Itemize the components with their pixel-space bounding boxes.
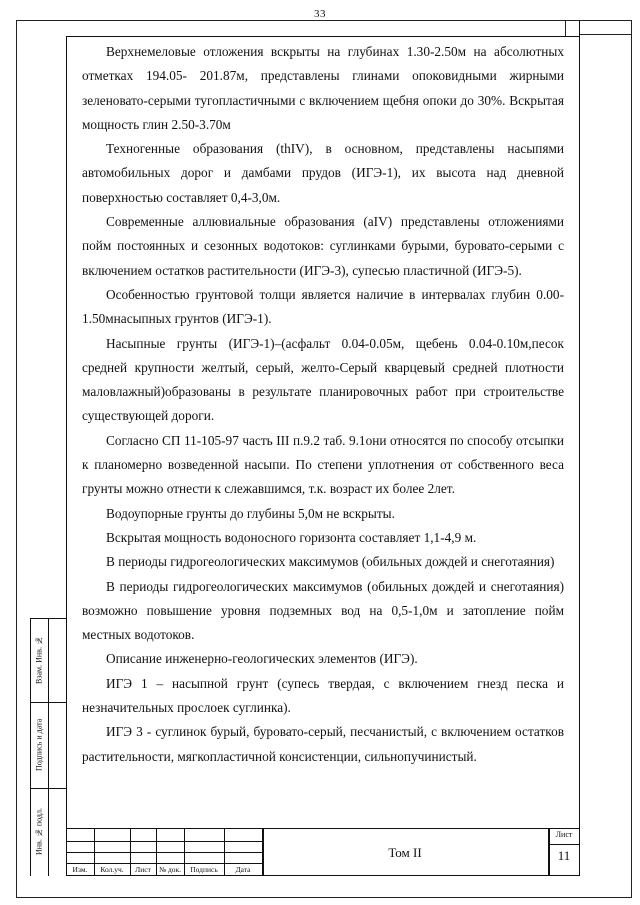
binding-stamp [30, 618, 66, 876]
volume-title: Том II [388, 845, 422, 860]
column-date: Дата [235, 865, 251, 874]
frame-edge [580, 34, 632, 35]
paragraph: Согласно СП 11-105-97 часть III п.9.2 таб. 9.1они относятся по способу отсыпки к планомерно возведенной насыпи. По степени уплотнения от собственного веса грунты можно отнести к слежавшимся, т.к. возраст их более 2лет. [82, 432, 564, 497]
paragraph: Особенностью грунтовой толщи является наличие в интервалах глубин 0.00-1.50мнасыпных грунтов (ИГЭ-1). [82, 286, 564, 327]
document-body [82, 40, 564, 769]
page-number: 33 [314, 8, 326, 20]
paragraph: Водоупорные грунты до глубины 5,0м не вскрыты. [106, 505, 395, 521]
column-count: Кол.уч. [100, 865, 124, 874]
paragraph: Верхнемеловые отложения вскрыты на глубинах 1.30-2.50м на абсолютных отметках 194.05- 201.87м, представлены глинами опоковидными жирными зеленовато-серыми тугопластичными с включением щебня опоки до 30%. Вскрытая мощность глин 2.50-3.70м [82, 44, 564, 132]
paragraph: Техногенные образования (thIV), в основном, представлены насыпями автомобильных дорог и дамбами прудов (ИГЭ-1), их высота над дневной поверхностью составляет 0,4-3,0м. [82, 141, 564, 205]
paragraph: ИГЭ 1 – насыпной грунт (супесь твердая, с включением гнезд песка и незначительных прослоек суглинка). [82, 675, 564, 716]
binding-line [30, 788, 66, 789]
binding-label-replacement: Взам. Инв. № [34, 636, 44, 684]
binding-line [30, 702, 66, 703]
sheet-number: 11 [557, 848, 571, 863]
paragraph: ИГЭ 3 - суглинок бурый, буровато-серый, песчанистый, с включением остатков растительности, мягкопластичной консистенции, сильнопучинистый. [82, 724, 564, 764]
column-doc-number: № док. [158, 865, 182, 874]
sheet-label: Лист [555, 830, 573, 839]
column-sheet: Лист [135, 865, 151, 874]
paragraph: В периоды гидрогеологических максимумов (обильных дождей и снеготаяния) возможно повышение уровня подземных вод на 0,5-1,0м и затопление пойм местных водотоков. [82, 578, 564, 643]
paragraph: Вскрытая мощность водоносного горизонта составляет 1,1-4,9 м. [106, 529, 477, 545]
paragraph: В периоды гидрогеологических максимумов (обильных дождей и снеготаяния) [106, 554, 555, 570]
corner-tab [565, 20, 580, 36]
paragraph: Современные аллювиальные образования (aIV) представлены отложениями пойм постоянных и сезонных водотоков: суглинками бурыми, буровато-серыми с включением остатков растительности (ИГЭ-3), супесью пластичной (ИГЭ-5). [82, 214, 564, 278]
binding-label-inventory: Инв. № подл. [34, 808, 44, 856]
column-change: Изм. [72, 865, 88, 874]
column-signature: Подпись [190, 865, 218, 874]
paragraph: Насыпные грунты (ИГЭ-1)–(асфальт 0.04-0.05м, щебень 0.04-0.10м,песок средней крупности желтый, серый, желто-Серый кварцевый средней плотности маловлажный)образованы в результате планировочных работ при строительстве существующей дороги. [82, 335, 564, 424]
binding-line [30, 618, 66, 619]
binding-label-signature: Подпись и дата [34, 718, 44, 772]
binding-line [48, 618, 49, 876]
paragraph: Описание инженерно-геологических элементов (ИГЭ). [106, 651, 418, 667]
